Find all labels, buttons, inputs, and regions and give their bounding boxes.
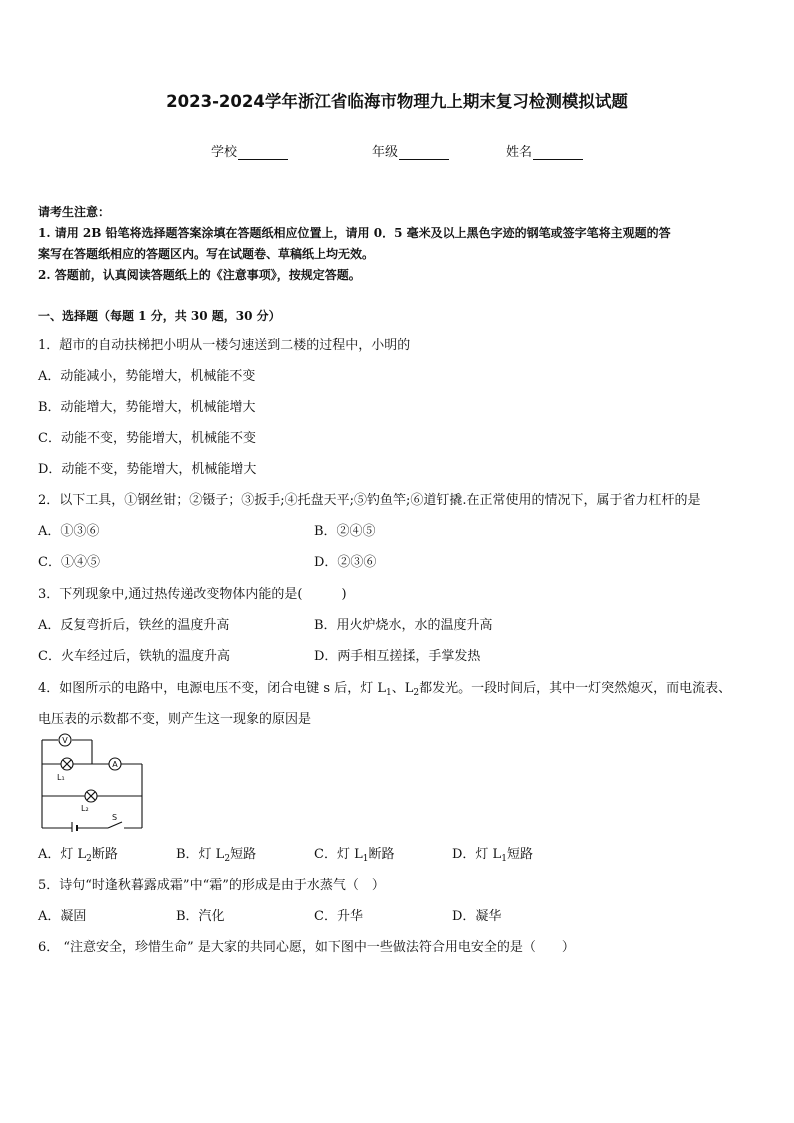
school-label: 学校 — [211, 145, 238, 160]
q4-stem-line-1: 4．如图所示的电路中，电源电压不变，闭合电键 s 后，灯 $L_1$、$L_2$都发光。一段时间后，其中一灯突然熄灭，而电流表、 — [38, 681, 732, 698]
q5-option-c[interactable]: C．升华 — [314, 909, 363, 924]
school-blank[interactable] — [238, 146, 288, 160]
q2-option-c[interactable]: C．①④⑤ — [38, 555, 100, 570]
q2-option-a[interactable]: A．①③⑥ — [38, 524, 100, 539]
q2-stem: 2．以下工具，①钢丝钳；②镊子；③扳手;④托盘天平;⑤钓鱼竿;⑥道钉撬.在正常使用的情况下，属于省力杠杆的是 — [38, 493, 701, 508]
school-field — [211, 141, 288, 160]
q4-option-d[interactable]: D．灯 $L_1$短路 — [452, 847, 533, 864]
q3-stem: 3．下列现象中,通过热传递改变物体内能的是( ) — [38, 587, 347, 602]
q5-option-d[interactable]: D．凝华 — [452, 909, 502, 924]
q2-option-b[interactable]: B．②④⑤ — [314, 524, 376, 539]
switch-icon — [108, 822, 122, 828]
q5-stem: 5．诗句“时逢秋暮露成霜”中“霜”的形成是由于水蒸气（ ） — [38, 878, 385, 893]
q5-option-b[interactable]: B．汽化 — [176, 909, 225, 924]
name-field — [506, 141, 583, 160]
notice-line-1b: 案写在答题纸相应的答题区内。写在试题卷、草稿纸上均无效。 — [38, 247, 375, 261]
q1-option-a[interactable]: A．动能减小，势能增大，机械能不变 — [38, 369, 256, 384]
q1-option-c[interactable]: C．动能不变，势能增大，机械能不变 — [38, 431, 256, 446]
grade-label: 年级 — [372, 145, 399, 160]
grade-blank[interactable] — [399, 146, 449, 160]
q4-option-c[interactable]: C．灯 $L_1$断路 — [314, 847, 395, 864]
q4-stem-line-2: 电压表的示数都不变，则产生这一现象的原因是 — [38, 712, 312, 727]
exam-title: 2023-2024学年浙江省临海市物理九上期末复习检测模拟试题 — [166, 92, 628, 111]
q1-option-b[interactable]: B．动能增大，势能增大，机械能增大 — [38, 400, 256, 415]
name-label: 姓名 — [506, 145, 533, 160]
q4-option-a[interactable]: A．灯 $L_2$断路 — [38, 847, 118, 864]
notice-line-2: 2. 答题前，认真阅读答题纸上的《注意事项》，按规定答题。 — [38, 268, 361, 282]
q1-stem: 1．超市的自动扶梯把小明从一楼匀速送到二楼的过程中，小明的 — [38, 338, 411, 353]
q3-option-a[interactable]: A．反复弯折后，铁丝的温度升高 — [38, 618, 230, 633]
q1-option-d[interactable]: D．动能不变，势能增大，机械能增大 — [38, 462, 257, 477]
q6-stem: 6． “注意安全，珍惜生命” 是大家的共同心愿，如下图中一些做法符合用电安全的是（ ） — [38, 940, 575, 955]
q3-option-c[interactable]: C．火车经过后，铁轨的温度升高 — [38, 649, 230, 664]
q2-option-d[interactable]: D．②③⑥ — [314, 555, 377, 570]
q3-option-d[interactable]: D．两手相互搓揉，手掌发热 — [314, 649, 481, 664]
voltmeter-label: V — [62, 736, 68, 745]
name-blank[interactable] — [533, 146, 583, 160]
q4-option-b[interactable]: B．灯 $L_2$短路 — [176, 847, 257, 864]
ammeter-label: A — [112, 760, 118, 769]
q4-circuit-diagram — [38, 732, 148, 832]
notice-heading: 请考生注意： — [38, 205, 111, 219]
switch-label: S — [112, 813, 118, 822]
q3-option-b[interactable]: B．用火炉烧水，水的温度升高 — [314, 618, 493, 633]
section-heading: 一、选择题（每题 1 分，共 30 题，30 分） — [38, 309, 281, 323]
q5-option-a[interactable]: A．凝固 — [38, 909, 87, 924]
lamp-l1-label: L₁ — [57, 773, 65, 782]
grade-field — [372, 141, 449, 160]
lamp-l2-label: L₂ — [81, 804, 89, 813]
notice-line-1a: 1. 请用 2B 铅笔将选择题答案涂填在答题纸相应位置上，请用 0．5 毫米及以上黑色字迹的钢笔或签字笔将主观题的答 — [38, 226, 671, 240]
